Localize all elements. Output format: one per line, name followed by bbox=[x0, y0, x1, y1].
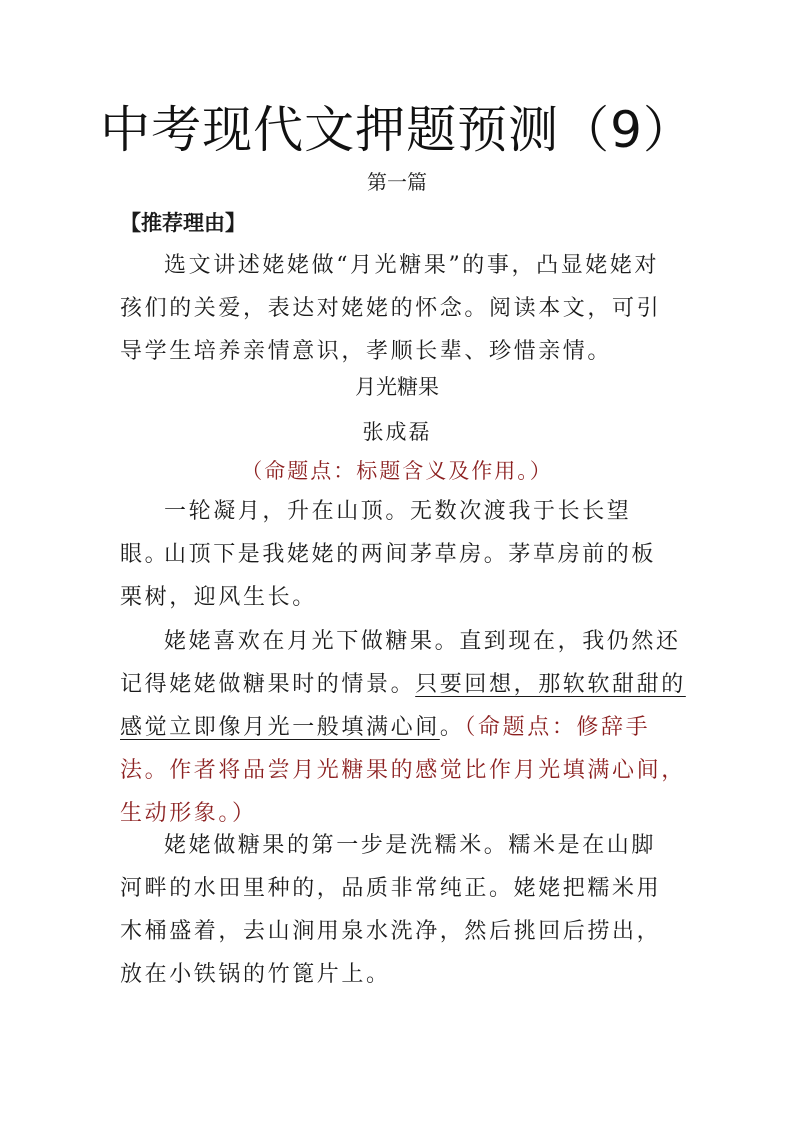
essay-title: 月光糖果 bbox=[355, 375, 439, 399]
recommendation-heading: 【推荐理由】 bbox=[120, 211, 246, 235]
recommendation-paragraph: 选文讲述姥姥做“月光糖果”的事，凸显姥姥对孩们的关爱，表达对姥姥的怀念。阅读本文，可引导学生培养亲情意识，孝顺长辈、珍惜亲情。 bbox=[120, 253, 662, 364]
essay-paragraph-3 bbox=[120, 620, 692, 835]
rhetoric-annotation: （命题点：修辞手法。作者将品尝月光糖果的感觉比作月光填满心间，生动形象。） bbox=[120, 715, 686, 826]
essay-paragraph-4: 姥姥做糖果的第一步是洗糯米。糯米是在山脚河畔的水田里种的，品质非常纯正。姥姥把糯米用木桶盛着，去山涧用泉水洗净，然后挑回后捞出，放在小铁锅的竹篦片上。 bbox=[120, 833, 662, 987]
paragraph-3-text: 姥姥喜欢在月光下做糖果。直到现在，我仍然还记得姥姥做糖果时的情景。 bbox=[120, 629, 681, 697]
essay-paragraph-2: 山顶下是我姥姥的两间茅草房。茅草房前的板栗树，迎风生长。 bbox=[120, 542, 657, 610]
essay-paragraph-1: 一轮凝月，升在山顶。无数次渡我于长长望眼。 bbox=[120, 499, 632, 567]
page-title: 中考现代文押题预测（9） bbox=[100, 101, 694, 159]
essay-author: 张成磊 bbox=[362, 420, 432, 444]
underlined-sentence: 只要回想，那软软甜甜的感觉立即像月光一般填满心间 bbox=[120, 672, 686, 740]
title-annotation: （命题点：标题含义及作用。） bbox=[241, 459, 553, 483]
section-subtitle: 第一篇 bbox=[367, 170, 427, 194]
paragraph-3-period: 。 bbox=[439, 715, 465, 740]
